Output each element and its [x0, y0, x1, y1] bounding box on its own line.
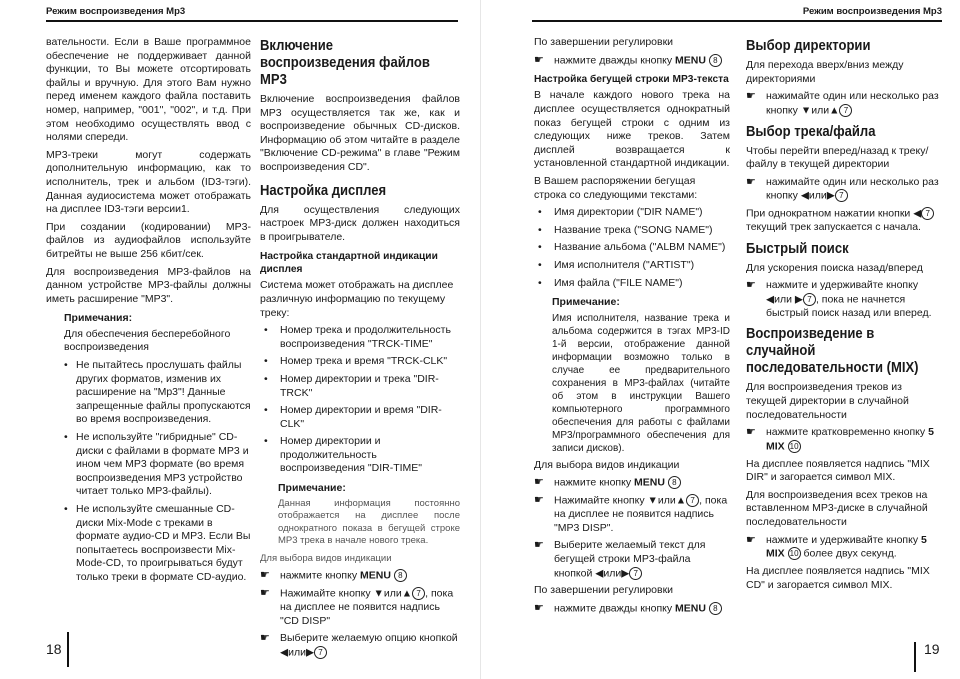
pointing-hand-icon: ☛	[534, 494, 544, 507]
menu-key-label: MENU	[675, 602, 706, 615]
arrow-right-icon: ▶	[621, 566, 630, 579]
mix-dir-result: На дисплее появляется надпись "MIX DIR" и загорается символ MIX.	[746, 457, 930, 484]
display-option: • Номер директории и время "DIR-CLK"	[260, 404, 460, 431]
mix-cd-result: На дисплее появляется надпись "MIX CD" и загорается символ MIX.	[746, 565, 930, 591]
left-column-1	[46, 36, 251, 589]
mix-key-label: 5 MIX	[766, 426, 934, 453]
arrow-left-icon: ◀	[913, 207, 922, 220]
track-restart-text: При однократном нажатии кнопки ◀ 7 текущий трек запускается с начала.	[746, 207, 942, 234]
running-text-option: • Имя исполнителя ("ARTIST")	[534, 259, 730, 273]
directory-select-text: Для перехода вверх/вниз между директориями	[746, 59, 904, 85]
step-press-menu-twice: ☛ нажмите дважды кнопку MENU 8	[534, 54, 730, 68]
pointing-hand-icon: ☛	[260, 587, 270, 600]
display-option: • Номер директории и продолжительность воспроизведения "DIR-TIME"	[260, 435, 460, 476]
running-text-option: • Название трека ("SONG NAME")	[534, 224, 730, 238]
menu-key-label: MENU	[360, 569, 391, 582]
standard-display-text: Система может отображать на дисплее различную информацию по текущему треку:	[260, 279, 454, 319]
id3-paragraph: MP3-треки могут содержать дополнительную информацию, как то исполнитель, трек и альбом (ID3-тэги). Данная аудиосистема может отображать на дисплее ID3-тэги версии1.	[46, 148, 251, 216]
menu-key-label: MENU	[675, 53, 706, 66]
pointing-hand-icon: ☛	[260, 632, 270, 645]
running-text-option: • Имя директории ("DIR NAME")	[534, 206, 730, 220]
running-text-list	[534, 206, 730, 290]
left-page	[0, 0, 478, 679]
right-column-1	[534, 36, 730, 620]
left-column-2	[260, 36, 460, 664]
arrow-down-icon: ▼	[647, 494, 658, 507]
note-item: • Не используйте "гибридные" CD-диски с файлами в формате MP3 и ином чем MP3 формате (во время воспроизведения MP3 устройство читает только MP3-файлы).	[64, 431, 251, 499]
note-item: • Не пытайтесь прослушать файлы других форматов, изменив их расширение на "Mp3"! Данные запрещенные файлы пропускаются во время воспроизведения.	[64, 359, 251, 427]
callout-number: 7	[839, 104, 852, 117]
callout-number: 7	[314, 646, 327, 659]
step-press-menu: ☛ нажмите кнопку MENU 8	[534, 476, 730, 490]
pointing-hand-icon: ☛	[534, 476, 544, 489]
menu-key-label: MENU	[634, 476, 665, 489]
arrow-right-icon: ▶	[305, 646, 315, 659]
running-note-text: Имя исполнителя, название трека и альбома содержится в тэгах MP3-ID 1-й версии, отображение данной информации возможно только в случае ее предварительного сохранения в MP3-файлах (читайте об этом в инструкции Вашего компьютерного программного обеспечения для работы с файлами MP3/программного обеспечения для записи дисков).	[552, 312, 730, 454]
pointing-hand-icon: ☛	[746, 175, 756, 188]
extension-paragraph: Для воспроизведения MP3-файлов на данном устройстве MP3-файлы должны иметь расширение "MP3".	[46, 265, 251, 305]
display-option: • Номер трека и время "TRCK-CLK"	[260, 355, 460, 369]
arrow-right-icon: ▶	[826, 189, 835, 202]
right-page	[482, 0, 960, 679]
standard-display-heading: Настройка стандартной индикации дисплея	[260, 251, 438, 276]
right-header-rule	[532, 20, 942, 22]
step-choose-text: ☛ Выберите желаемый текст для бегущей строки MP3-файла кнопкой ◀или▶ 7	[534, 539, 706, 579]
step-mix-long: ☛ нажмите и удерживайте кнопку 5 MIX 10 более двух секунд.	[746, 533, 927, 560]
pointing-hand-icon: ☛	[534, 53, 544, 66]
mix-cd-text: Для воспроизведения всех треков на вставленном MP3-диске в случайной последовательности	[746, 488, 928, 529]
pointing-hand-icon: ☛	[746, 533, 756, 546]
running-text-options-intro: В Вашем распоряжении бегущая строка со следующими текстами:	[534, 175, 698, 201]
pointing-hand-icon: ☛	[534, 601, 544, 614]
left-header-rule	[46, 20, 458, 22]
step-press-menu-twice-2: ☛ нажмите дважды кнопку MENU 8	[534, 602, 730, 616]
right-page-bar	[914, 642, 916, 672]
after-adjust-text-2: По завершении регулировки	[534, 584, 674, 597]
arrow-up-icon: ▲	[401, 587, 413, 600]
callout-number: 10	[788, 547, 801, 560]
right-page-header: Режим воспроизведения Mp3	[802, 6, 942, 17]
left-page-bar	[67, 632, 69, 667]
enable-mp3-text: Включение воспроизведения файлов MP3 осуществляется так же, как и воспроизведение обычных CD-дисков. Информацию об этом читайте в разделе "Включение CD-режима" в главе "Режим воспроизведения CD".	[260, 93, 460, 173]
directory-select-heading: Выбор директории	[746, 38, 871, 54]
display-note-title: Примечание:	[278, 482, 346, 495]
pointing-hand-icon: ☛	[534, 539, 544, 552]
mix-key-label: 5 MIX	[766, 533, 927, 560]
display-note-text: Данная информация постоянно отображается на дисплее после однократного показа в бегущей строке MP3 трека в начале нового трека.	[278, 497, 460, 547]
display-option: • Номер трека и продолжительность воспроизведения "TRCK-TIME"	[260, 324, 460, 351]
arrow-down-icon: ▼	[800, 104, 812, 117]
right-page-number: 19	[924, 641, 940, 657]
after-adjust-text: По завершении регулировки	[534, 36, 674, 48]
mix-heading: Воспроизведение в случайной последовательности (MIX)	[746, 326, 919, 377]
arrow-up-icon: ▲	[675, 494, 687, 507]
notes-list	[64, 359, 251, 585]
pointing-hand-icon: ☛	[746, 426, 756, 439]
step-press-menu: ☛ нажмите кнопку MENU 8	[260, 569, 460, 583]
arrow-left-icon: ◀	[280, 646, 289, 659]
arrow-down-icon: ▼	[373, 587, 384, 600]
display-option: • Номер директории и трека "DIR-TRCK"	[260, 373, 460, 400]
track-select-heading: Выбор трека/файла	[746, 123, 876, 140]
standard-display-list	[260, 324, 460, 476]
fast-search-heading: Быстрый поиск	[746, 240, 849, 257]
running-text-option: • Имя файла ("FILE NAME")	[534, 277, 730, 291]
running-text-option: • Название альбома ("ALBM NAME")	[534, 241, 730, 255]
bitrate-paragraph: При создании (кодировании) MP3-файлов из аудиофайлов используйте битрейты не выше 256 кбит/сек.	[46, 220, 251, 260]
mix-dir-text: Для воспроизведения треков из текущей директории в случайной последовательности	[746, 381, 909, 421]
step-choose-option: ☛ Выберите желаемую опцию кнопкой ◀или▶ 7	[260, 632, 458, 659]
step-track-select: ☛ нажимайте один или несколько раз кнопку ◀или▶ 7	[746, 175, 939, 202]
step-fast-search: ☛ нажмите и удерживайте кнопку ◀или ▶ 7 , пока не начнется быстрый поиск назад или вперед.	[746, 279, 932, 319]
display-settings-heading: Настройка дисплея	[260, 182, 387, 199]
running-text-heading: Настройка бегущей строки MP3-текста	[534, 74, 729, 86]
callout-number: 8	[668, 476, 681, 489]
arrow-left-icon: ◀	[766, 293, 775, 306]
notes-block	[64, 328, 251, 585]
note-item: • Не используйте смешанные CD-диски Mix-Mode с треками в формате аудио-CD и MP3. Если Вы попытаетесь воспроизвести Mix-Mode-CD, то проигрываться будут только треки в формате CD-аудио.	[64, 503, 251, 585]
callout-number: 10	[788, 440, 801, 453]
step-directory-select: ☛ нажимайте один или несколько раз кнопку ▼или▲ 7	[746, 90, 939, 117]
running-note-title: Примечание:	[552, 296, 620, 309]
callout-number: 7	[835, 189, 848, 202]
left-page-number: 18	[46, 641, 62, 657]
callout-number: 7	[686, 494, 699, 507]
callout-number: 7	[412, 587, 425, 600]
callout-number: 7	[921, 207, 934, 220]
intro-paragraph: вательности. Если в Ваше программное обеспечение не поддерживает данной функции, то Вы можете отсортировать файлы и вручную. Для этого Вам нужно перед именем каждого файла поставить номер, например, "001", "002", и т.д. При этом необходимо осуществлять ввод с нолями спереди.	[46, 36, 251, 144]
arrow-left-icon: ◀	[595, 566, 604, 579]
pointing-hand-icon: ☛	[746, 90, 756, 103]
right-column-2	[746, 36, 942, 596]
arrow-left-icon: ◀	[800, 189, 809, 202]
choose-display-text: Для выбора видов индикации	[260, 552, 392, 564]
callout-number: 7	[629, 567, 642, 580]
step-press-arrows: ☛ Нажимайте кнопку ▼или▲ 7 , пока на дисплее не появится надпись "MP3 DISP".	[534, 494, 728, 534]
running-text-paragraph: В начале каждого нового трека на дисплее осуществляется однократный показ бегущей строки с одним из следующих ниже треков. Затем дисплей возвращается к установленной стандартной индикации.	[534, 89, 730, 170]
callout-number: 8	[709, 54, 722, 67]
fast-search-text: Для ускорения поиска назад/вперед	[746, 261, 923, 274]
left-page-header: Режим воспроизведения Mp3	[46, 6, 186, 17]
choose-display-text: Для выбора видов индикации	[534, 458, 680, 471]
enable-mp3-heading: Включение воспроизведения файлов MP3	[260, 38, 430, 88]
step-press-arrows: ☛ Нажимайте кнопку ▼или▲ 7 , пока на дисплее не появится надпись "CD DISP"	[260, 587, 454, 627]
callout-number: 8	[394, 569, 407, 582]
pointing-hand-icon: ☛	[260, 569, 270, 582]
callout-number: 7	[803, 293, 816, 306]
arrow-up-icon: ▲	[829, 104, 840, 117]
step-mix-short: ☛ нажмите кратковременно кнопку 5 MIX 10	[746, 426, 934, 453]
page-spine	[480, 0, 481, 679]
notes-intro: Для обеспечения бесперебойного воспроизведения	[64, 327, 231, 354]
arrow-right-icon: ▶	[794, 293, 803, 306]
display-settings-text: Для осуществления следующих настроек MP3-диск должен находиться в проигрывателе.	[260, 203, 460, 243]
notes-title: Примечания:	[64, 312, 133, 325]
pointing-hand-icon: ☛	[746, 279, 756, 292]
track-select-text: Чтобы перейти вперед/назад к треку/файлу в текущей директории	[746, 144, 929, 171]
callout-number: 8	[709, 602, 722, 615]
